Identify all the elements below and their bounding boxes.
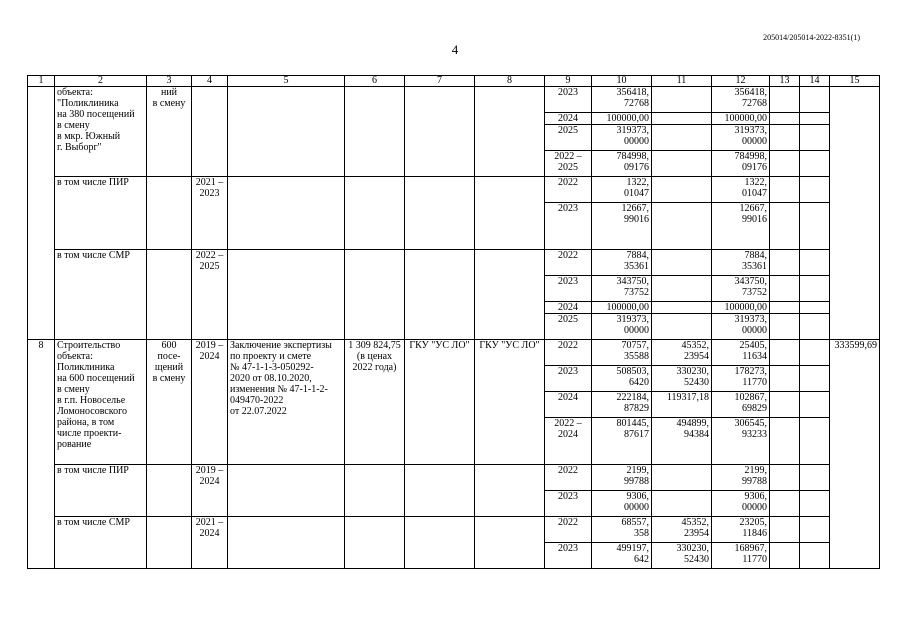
amount-cell: 12667, 99016 <box>592 203 652 250</box>
year-cell: 2022 <box>545 250 592 276</box>
period-cell: 2019 – 2024 <box>192 465 228 517</box>
amount-cell: 784998, 09176 <box>592 151 652 177</box>
program-table <box>27 75 880 569</box>
empty-cell <box>345 250 405 340</box>
amount-cell: 178273, 11770 <box>712 366 770 392</box>
amount-cell: 356418, 72768 <box>712 87 770 113</box>
year-cell: 2022 <box>545 465 592 491</box>
empty-cell <box>770 177 800 203</box>
empty-cell <box>800 314 830 340</box>
amount-cell <box>652 276 712 302</box>
empty-cell <box>147 465 192 517</box>
amount-cell: 330230, 52430 <box>652 366 712 392</box>
column-header: 12 <box>712 76 770 87</box>
empty-cell <box>405 250 475 340</box>
year-cell: 2023 <box>545 543 592 569</box>
empty-cell <box>770 203 800 250</box>
column-header: 15 <box>830 76 880 87</box>
empty-cell <box>345 87 405 177</box>
column-header: 8 <box>475 76 545 87</box>
capacity-cell: 600 посе- щений в смену <box>147 340 192 465</box>
amount-cell <box>652 87 712 113</box>
amount-cell: 319373, 00000 <box>712 125 770 151</box>
amount-cell: 1322, 01047 <box>712 177 770 203</box>
empty-cell <box>405 87 475 177</box>
amount-cell: 45352, 23954 <box>652 517 712 543</box>
empty-cell <box>345 177 405 250</box>
amount-cell: 100000,00 <box>712 302 770 314</box>
table-row <box>28 465 880 491</box>
empty-cell <box>345 465 405 517</box>
capacity-cell: ний в смену <box>147 87 192 177</box>
empty-cell <box>345 517 405 569</box>
empty-cell <box>228 517 345 569</box>
empty-cell <box>147 177 192 250</box>
column-header: 10 <box>592 76 652 87</box>
empty-cell <box>147 250 192 340</box>
sub-label: в том числе ПИР <box>55 465 147 517</box>
amount-cell: 23205, 11846 <box>712 517 770 543</box>
sub-label: в том числе СМР <box>55 517 147 569</box>
year-cell: 2022 <box>545 517 592 543</box>
amount-cell: 9306, 00000 <box>712 491 770 517</box>
empty-cell <box>770 151 800 177</box>
year-cell: 2022 – 2024 <box>545 418 592 465</box>
sub-label: в том числе СМР <box>55 250 147 340</box>
sub-label: в том числе ПИР <box>55 177 147 250</box>
amount-cell: 319373, 00000 <box>712 314 770 340</box>
column-header: 7 <box>405 76 475 87</box>
empty-cell <box>770 366 800 392</box>
column-header: 3 <box>147 76 192 87</box>
empty-cell <box>800 113 830 125</box>
year-cell: 2025 <box>545 125 592 151</box>
empty-cell <box>770 276 800 302</box>
table-row <box>28 517 880 543</box>
amount-cell: 222184, 87829 <box>592 392 652 418</box>
year-cell: 2023 <box>545 87 592 113</box>
period-cell <box>192 87 228 177</box>
empty-cell <box>770 113 800 125</box>
amount-cell <box>652 125 712 151</box>
amount-cell: 102867, 69829 <box>712 392 770 418</box>
amount-cell: 319373, 00000 <box>592 125 652 151</box>
amount-cell <box>652 177 712 203</box>
amount-cell: 168967, 11770 <box>712 543 770 569</box>
column-header: 14 <box>800 76 830 87</box>
amount-cell: 356418, 72768 <box>592 87 652 113</box>
column-header: 11 <box>652 76 712 87</box>
empty-cell <box>475 87 545 177</box>
year-cell: 2023 <box>545 203 592 250</box>
empty-cell <box>800 177 830 203</box>
empty-cell <box>800 87 830 113</box>
amount-cell: 119317,18 <box>652 392 712 418</box>
year-cell: 2024 <box>545 302 592 314</box>
amount-cell: 306545, 93233 <box>712 418 770 465</box>
amount-cell <box>652 250 712 276</box>
amount-cell: 70757, 35588 <box>592 340 652 366</box>
amount-cell: 801445, 87617 <box>592 418 652 465</box>
table-row <box>28 250 880 276</box>
year-cell: 2023 <box>545 366 592 392</box>
row-number <box>28 87 55 340</box>
amount-cell <box>652 151 712 177</box>
column-header: 2 <box>55 76 147 87</box>
column-header: 13 <box>770 76 800 87</box>
empty-cell <box>228 250 345 340</box>
empty-cell <box>800 491 830 517</box>
amount-cell: 494899, 94384 <box>652 418 712 465</box>
amount-cell: 100000,00 <box>712 113 770 125</box>
amount-cell: 499197, 642 <box>592 543 652 569</box>
empty-cell <box>770 517 800 543</box>
empty-cell <box>770 87 800 113</box>
empty-cell <box>770 543 800 569</box>
amount-cell: 343750, 73752 <box>712 276 770 302</box>
period-cell: 2022 – 2025 <box>192 250 228 340</box>
column-header: 4 <box>192 76 228 87</box>
object-name: Строительство объекта: Поликлиника на 600 посещений в смену в г.п. Новоселье Ломоносовского района, в том числе проекти- рование <box>55 340 147 465</box>
empty-cell <box>405 465 475 517</box>
period-cell: 2021 – 2023 <box>192 177 228 250</box>
document-reference: 205014/205014-2022-8351(1) <box>763 33 860 42</box>
year-cell: 2022 – 2025 <box>545 151 592 177</box>
amount-cell: 7884, 35361 <box>712 250 770 276</box>
table-row <box>28 87 880 113</box>
year-cell: 2023 <box>545 491 592 517</box>
empty-cell <box>147 517 192 569</box>
empty-cell <box>800 203 830 250</box>
amount-cell: 343750, 73752 <box>592 276 652 302</box>
amount-cell: 330230, 52430 <box>652 543 712 569</box>
empty-cell <box>800 418 830 465</box>
amount-cell: 784998, 09176 <box>712 151 770 177</box>
amount-cell: 1322, 01047 <box>592 177 652 203</box>
amount-cell: 25405, 11634 <box>712 340 770 366</box>
empty-cell <box>228 465 345 517</box>
empty-cell <box>475 177 545 250</box>
amount-cell: 7884, 35361 <box>592 250 652 276</box>
empty-cell <box>800 366 830 392</box>
empty-cell <box>800 340 830 366</box>
empty-cell <box>800 250 830 276</box>
amount-cell: 319373, 00000 <box>592 314 652 340</box>
developer-cell: ГКУ "УС ЛО" <box>475 340 545 465</box>
object-name: объекта: "Поликлиника на 380 посещений в смену в мкр. Южный г. Выборг" <box>55 87 147 177</box>
amount-cell <box>652 465 712 491</box>
amount-cell: 2199, 99788 <box>592 465 652 491</box>
empty-cell <box>770 340 800 366</box>
amount-cell <box>652 491 712 517</box>
empty-cell <box>800 151 830 177</box>
empty-cell <box>800 517 830 543</box>
amount-cell <box>652 302 712 314</box>
empty-cell <box>475 465 545 517</box>
empty-cell <box>475 250 545 340</box>
year-cell: 2022 <box>545 340 592 366</box>
empty-cell <box>770 465 800 491</box>
column-header: 1 <box>28 76 55 87</box>
empty-cell <box>228 87 345 177</box>
empty-cell <box>475 517 545 569</box>
empty-cell <box>770 418 800 465</box>
empty-cell <box>770 314 800 340</box>
empty-cell <box>800 125 830 151</box>
empty-cell <box>800 392 830 418</box>
amount-cell: 2199, 99788 <box>712 465 770 491</box>
empty-cell <box>770 250 800 276</box>
period-cell: 2019 – 2024 <box>192 340 228 465</box>
year-cell: 2022 <box>545 177 592 203</box>
amount-cell: 508503, 6420 <box>592 366 652 392</box>
amount-cell <box>652 203 712 250</box>
empty-cell <box>800 302 830 314</box>
customer-cell: ГКУ "УС ЛО" <box>405 340 475 465</box>
empty-cell <box>405 177 475 250</box>
cost-cell: 1 309 824,75 (в ценах 2022 года) <box>345 340 405 465</box>
empty-cell <box>228 177 345 250</box>
empty-cell <box>830 87 880 340</box>
total-cell: 333599,69 <box>830 340 880 569</box>
period-cell: 2021 – 2024 <box>192 517 228 569</box>
year-cell: 2024 <box>545 113 592 125</box>
empty-cell <box>770 491 800 517</box>
empty-cell <box>405 517 475 569</box>
table-row <box>28 340 880 366</box>
year-cell: 2023 <box>545 276 592 302</box>
empty-cell <box>770 125 800 151</box>
empty-cell <box>800 543 830 569</box>
row-number: 8 <box>28 340 55 569</box>
column-header: 9 <box>545 76 592 87</box>
amount-cell: 45352, 23954 <box>652 340 712 366</box>
amount-cell: 68557, 358 <box>592 517 652 543</box>
amount-cell: 100000,00 <box>592 302 652 314</box>
amount-cell: 12667, 99016 <box>712 203 770 250</box>
year-cell: 2024 <box>545 392 592 418</box>
empty-cell <box>770 392 800 418</box>
column-header: 6 <box>345 76 405 87</box>
year-cell: 2025 <box>545 314 592 340</box>
page-number: 4 <box>451 42 459 57</box>
column-header: 5 <box>228 76 345 87</box>
expertise-cell: Заключение экспертизы по проекту и смете № 47-1-1-3-050292- 2020 от 08.10.2020, изменения № 47-1-1-2- 049470-2022 от 22.07.2022 <box>228 340 345 465</box>
empty-cell <box>770 302 800 314</box>
table-row <box>28 76 880 87</box>
table-row <box>28 177 880 203</box>
amount-cell: 9306, 00000 <box>592 491 652 517</box>
amount-cell: 100000,00 <box>592 113 652 125</box>
empty-cell <box>800 465 830 491</box>
amount-cell <box>652 113 712 125</box>
amount-cell <box>652 314 712 340</box>
empty-cell <box>800 276 830 302</box>
